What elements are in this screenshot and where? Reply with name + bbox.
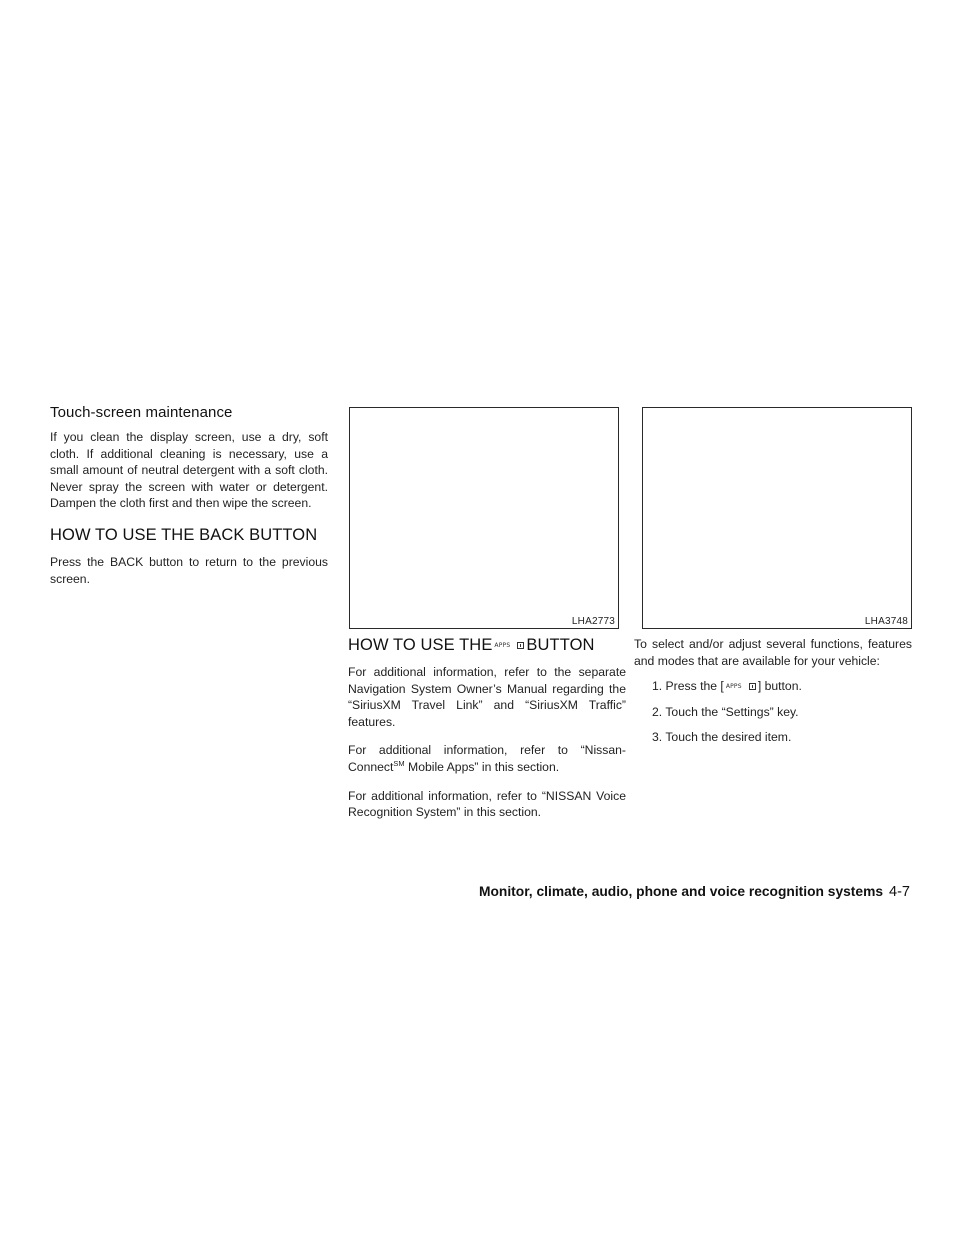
apps-icon-label: APPS: [725, 682, 742, 690]
step-3: 3. Touch the desired item.: [652, 730, 792, 745]
step-1: [652, 678, 912, 695]
apps-icon: [494, 641, 524, 651]
touch-screen-maintenance-heading: Touch-screen maintenance: [50, 404, 233, 421]
settings-steps: [652, 678, 912, 746]
figure-code: LHA2773: [571, 616, 615, 627]
page-footer: [460, 884, 910, 900]
apps-p2-after: Mobile Apps” in this section.: [404, 759, 560, 774]
figure-code: LHA3748: [864, 616, 908, 627]
page-number: 4-7: [889, 884, 910, 900]
right-column: [634, 636, 912, 755]
step-1-before: 1. Press the [: [652, 679, 724, 694]
apps-button-heading: [348, 636, 626, 655]
apps-paragraph-2: [348, 742, 626, 775]
back-button-text: Press the BACK button to return to the previous screen.: [50, 554, 328, 586]
info-icon: [749, 683, 756, 690]
settings-intro: To select and/or adjust several functions, features and modes that are available for your vehicle:: [634, 637, 912, 668]
service-mark: SM: [393, 758, 405, 768]
step-1-after: ] button.: [757, 679, 802, 694]
figure-lha2773: [349, 407, 619, 629]
apps-paragraph-3: For additional information, refer to “NISSAN Voice Recognition System” in this section.: [348, 788, 626, 820]
apps-paragraph-1: For additional information, refer to the separate Navigation System Owner’s Manual regarding the “SiriusXM Travel Link” and “SiriusXM Traffic” features.: [348, 665, 626, 729]
apps-heading-before: HOW TO USE THE: [348, 636, 493, 654]
left-column: [50, 404, 328, 599]
step-2: 2. Touch the “Settings” key.: [652, 704, 799, 719]
apps-icon-label: APPS: [494, 641, 511, 649]
touch-screen-maintenance-text: If you clean the display screen, use a dry, soft cloth. If additional cleaning is necessary, use a small amount of neutral detergent with a soft cloth. Never spray the screen with water or detergent. Dampen the cloth first and then wipe the screen.: [50, 430, 328, 511]
apps-icon: [726, 682, 756, 692]
chapter-title: Monitor, climate, audio, phone and voice recognition systems: [479, 884, 884, 899]
apps-heading-after: BUTTON: [526, 636, 595, 654]
figure-lha3748: [642, 407, 912, 629]
info-icon: [517, 642, 524, 649]
apps-p2-before: For additional information, refer to “Nissan-Connect: [348, 743, 626, 774]
middle-column: [348, 636, 626, 833]
back-button-heading: HOW TO USE THE BACK BUTTON: [50, 525, 318, 544]
